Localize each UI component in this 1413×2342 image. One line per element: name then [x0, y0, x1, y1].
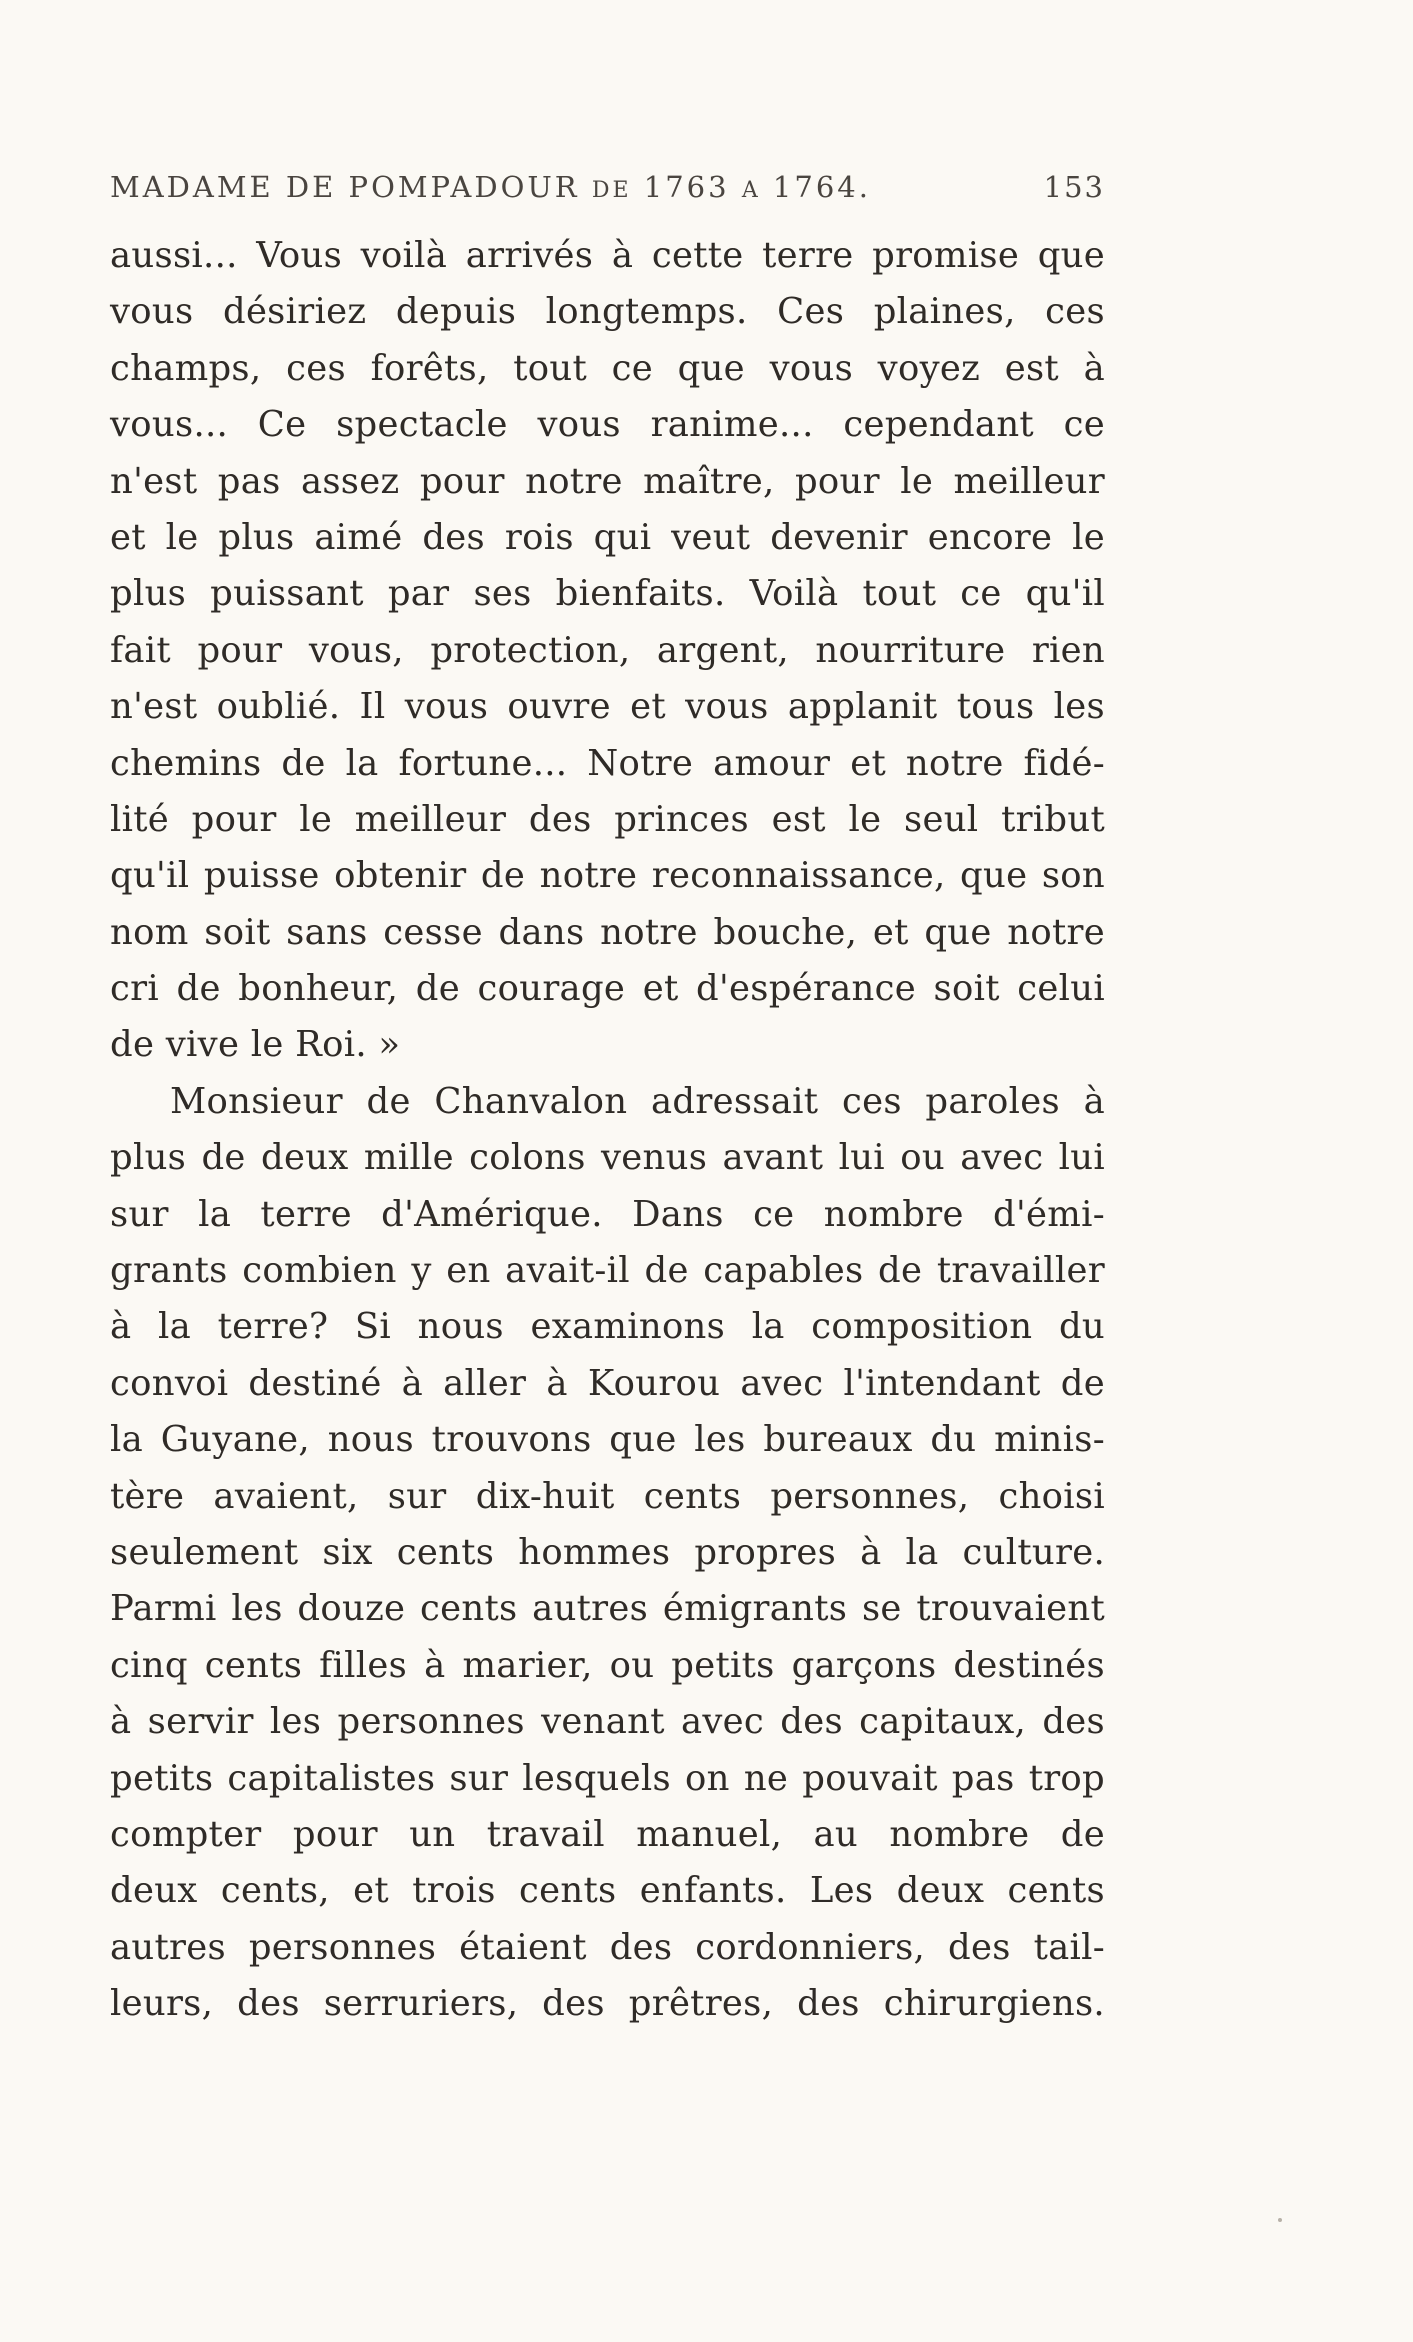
- text-line: chemins de la fortune... Notre amour et notre fidé-: [110, 742, 1105, 784]
- running-title-a: A: [741, 178, 761, 203]
- text-line: grants combien y en avait-il de capables de travailler: [110, 1250, 1105, 1292]
- text-line: autres personnes étaient des cordonniers, des tail-: [110, 1926, 1105, 1968]
- running-title: [110, 170, 871, 204]
- text-line: à la terre? Si nous examinons la composition du: [110, 1306, 1105, 1348]
- page-number: 153: [1043, 170, 1105, 204]
- text-line: la Guyane, nous trouvons que les bureaux du minis-: [110, 1419, 1105, 1461]
- text-line: lité pour le meilleur des princes est le seul tribut: [110, 798, 1105, 840]
- text-line: Monsieur de Chanvalon adressait ces paroles à: [170, 1080, 1105, 1122]
- text-line: plus puissant par ses bienfaits. Voilà tout ce qu'il: [110, 573, 1105, 615]
- text-line: aussi... Vous voilà arrivés à cette terre promise que: [110, 235, 1105, 276]
- text-line: deux cents, et trois cents enfants. Les deux cents: [110, 1870, 1105, 1912]
- text-line: fait pour vous, protection, argent, nourriture rien: [110, 629, 1105, 671]
- text-line: sur la terre d'Amérique. Dans ce nombre d'émi-: [110, 1193, 1105, 1235]
- book-page: [110, 170, 1105, 2033]
- text-line: Parmi les douze cents autres émigrants se trouvaient: [110, 1588, 1105, 1630]
- text-line: tère avaient, sur dix-huit cents personnes, choisi: [110, 1475, 1105, 1517]
- text-line: convoi destiné à aller à Kourou avec l'intendant de: [110, 1362, 1105, 1404]
- running-header: [110, 170, 1105, 220]
- text-line: plus de deux mille colons venus avant lui ou avec lui: [110, 1137, 1105, 1179]
- running-title-de: DE: [591, 178, 632, 203]
- text-line: compter pour un travail manuel, au nombre de: [110, 1813, 1105, 1855]
- text-line: n'est pas assez pour notre maître, pour le meilleur: [110, 460, 1105, 502]
- text-line: et le plus aimé des rois qui veut devenir encore le: [110, 516, 1105, 558]
- text-line: cinq cents filles à marier, ou petits garçons destinés: [110, 1644, 1105, 1686]
- paragraph-quote-continuation: [110, 228, 1105, 1074]
- text-line: à servir les personnes venant avec des capitaux, des: [110, 1701, 1105, 1743]
- text-line: seulement six cents hommes propres à la culture.: [110, 1531, 1105, 1573]
- text-line: nom soit sans cesse dans notre bouche, et que notre: [110, 911, 1105, 953]
- text-line: petits capitalistes sur lesquels on ne pouvait pas trop: [110, 1757, 1105, 1799]
- running-title-main: MADAME DE POMPADOUR: [110, 170, 580, 204]
- text-line: leurs, des serruriers, des prêtres, des chirurgiens.: [110, 1983, 1105, 2025]
- running-title-year-start: 1763: [643, 170, 730, 204]
- text-line: de vive le Roi. »: [110, 1024, 401, 1066]
- text-line: vous... Ce spectacle vous ranime... cependant ce: [110, 404, 1105, 446]
- paragraph-chanvalon: [110, 1074, 1105, 2033]
- paper-speck: [1278, 2218, 1282, 2222]
- text-line: n'est oublié. Il vous ouvre et vous applanit tous les: [110, 686, 1105, 728]
- text-line: champs, ces forêts, tout ce que vous voyez est à: [110, 347, 1105, 389]
- running-title-year-end: 1764.: [772, 170, 871, 204]
- text-line: qu'il puisse obtenir de notre reconnaissance, que son: [110, 855, 1105, 897]
- text-line: vous désiriez depuis longtemps. Ces plaines, ces: [110, 291, 1105, 333]
- text-line: cri de bonheur, de courage et d'espérance soit celui: [110, 968, 1105, 1010]
